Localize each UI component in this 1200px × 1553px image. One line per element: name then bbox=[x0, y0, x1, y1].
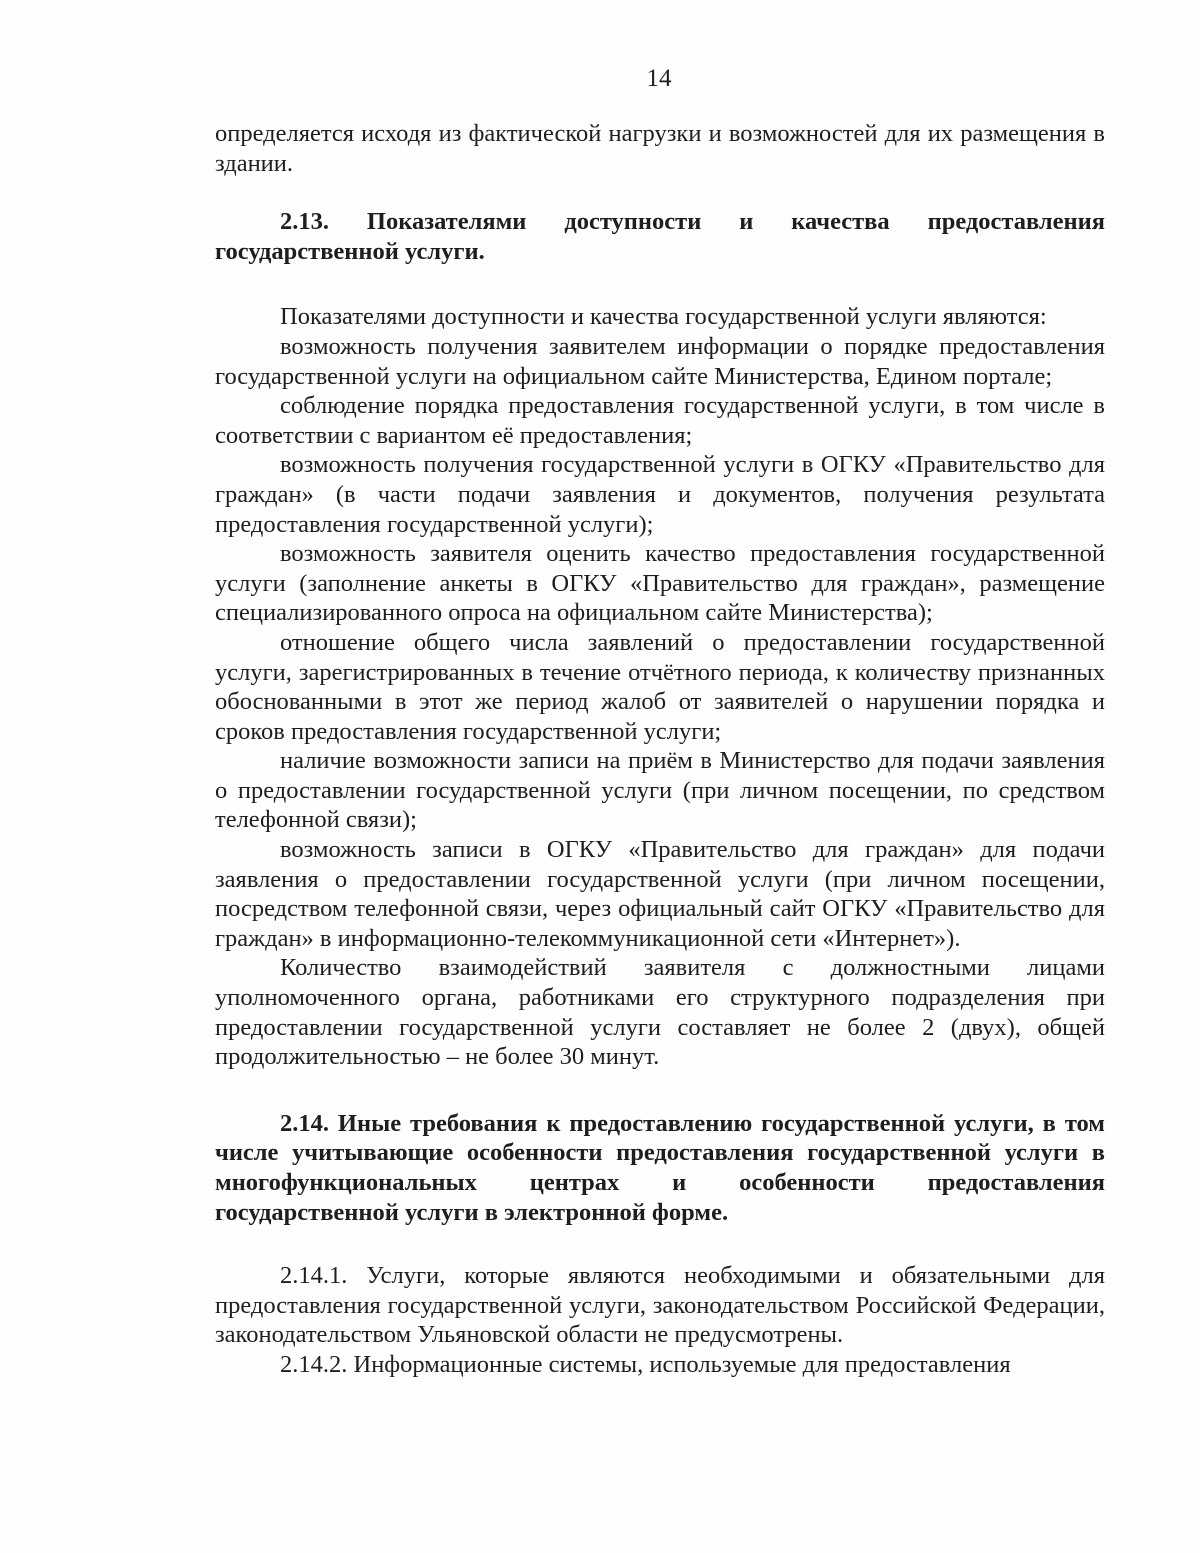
section-2-13-heading: 2.13. Показателями доступности и качества предоставления государственной услуги. bbox=[215, 208, 1105, 265]
paragraph: возможность заявителя оценить качество предоставления государственной услуги (заполнение анкеты в ОГКУ «Правительство для граждан», размещение специализированного опроса на официальном сайте Министерства); bbox=[215, 540, 1105, 627]
continuation-paragraph: определяется исходя из фактической нагрузки и возможностей для их размещения в здании. bbox=[215, 120, 1105, 177]
paragraph: Показателями доступности и качества государственной услуги являются: bbox=[280, 303, 1047, 331]
paragraph: возможность получения государственной услуги в ОГКУ «Правительство для граждан» (в части подачи заявления и документов, получения результата предоставления государственной услуги); bbox=[215, 451, 1105, 538]
paragraph: наличие возможности записи на приём в Министерство для подачи заявления о предоставлении государственной услуги (при личном посещении, по средством телефонной связи); bbox=[215, 747, 1105, 834]
paragraph: возможность записи в ОГКУ «Правительство для граждан» для подачи заявления о предоставлении государственной услуги (при личном посещении, посредством телефонной связи, через официальный сайт ОГКУ «Правительство для граждан» в информационно-телекоммуникационной сети «Интернет»). bbox=[215, 836, 1105, 952]
spacer bbox=[215, 178, 1105, 207]
document-body bbox=[215, 119, 1105, 1380]
section-2-13-body bbox=[215, 302, 1105, 1071]
page-number: 14 bbox=[646, 65, 672, 92]
section-2-14-body bbox=[215, 1261, 1105, 1379]
paragraph: Количество взаимодействий заявителя с должностными лицами уполномоченного органа, работниками его структурного подразделения при предоставлении государственной услуги составляет не более 2 (двух), общей продолжительностью – не более 30 минут. bbox=[215, 954, 1105, 1071]
paragraph: 2.14.2. Информационные системы, используемые для предоставления bbox=[280, 1350, 1011, 1378]
spacer bbox=[215, 1227, 1105, 1261]
paragraph: отношение общего числа заявлений о предоставлении государственной услуги, зарегистрированных в течение отчётного периода, к количеству признанных обоснованными в этот же период жалоб от заявителей о нарушении порядка и сроков предоставления государственной услуги; bbox=[215, 628, 1105, 745]
paragraph: 2.14.1. Услуги, которые являются необходимыми и обязательными для предоставления государственной услуги, законодательством Российской Федерации, законодательством Ульяновской области не предусмотрены. bbox=[215, 1262, 1105, 1349]
spacer bbox=[215, 266, 1105, 302]
spacer bbox=[215, 1072, 1105, 1109]
section-2-14-heading: 2.14. Иные требования к предоставлению государственной услуги, в том числе учитывающие особенности предоставления государственной услуги в многофункциональных центрах и особенности предоставления государственной услуги в электронной форме. bbox=[215, 1109, 1105, 1226]
paragraph: соблюдение порядка предоставления государственной услуги, в том числе в соответствии с вариантом её предоставления; bbox=[215, 392, 1105, 449]
paragraph: возможность получения заявителем информации о порядке предоставления государственной услуги на официальном сайте Министерства, Едином портале; bbox=[215, 332, 1105, 390]
